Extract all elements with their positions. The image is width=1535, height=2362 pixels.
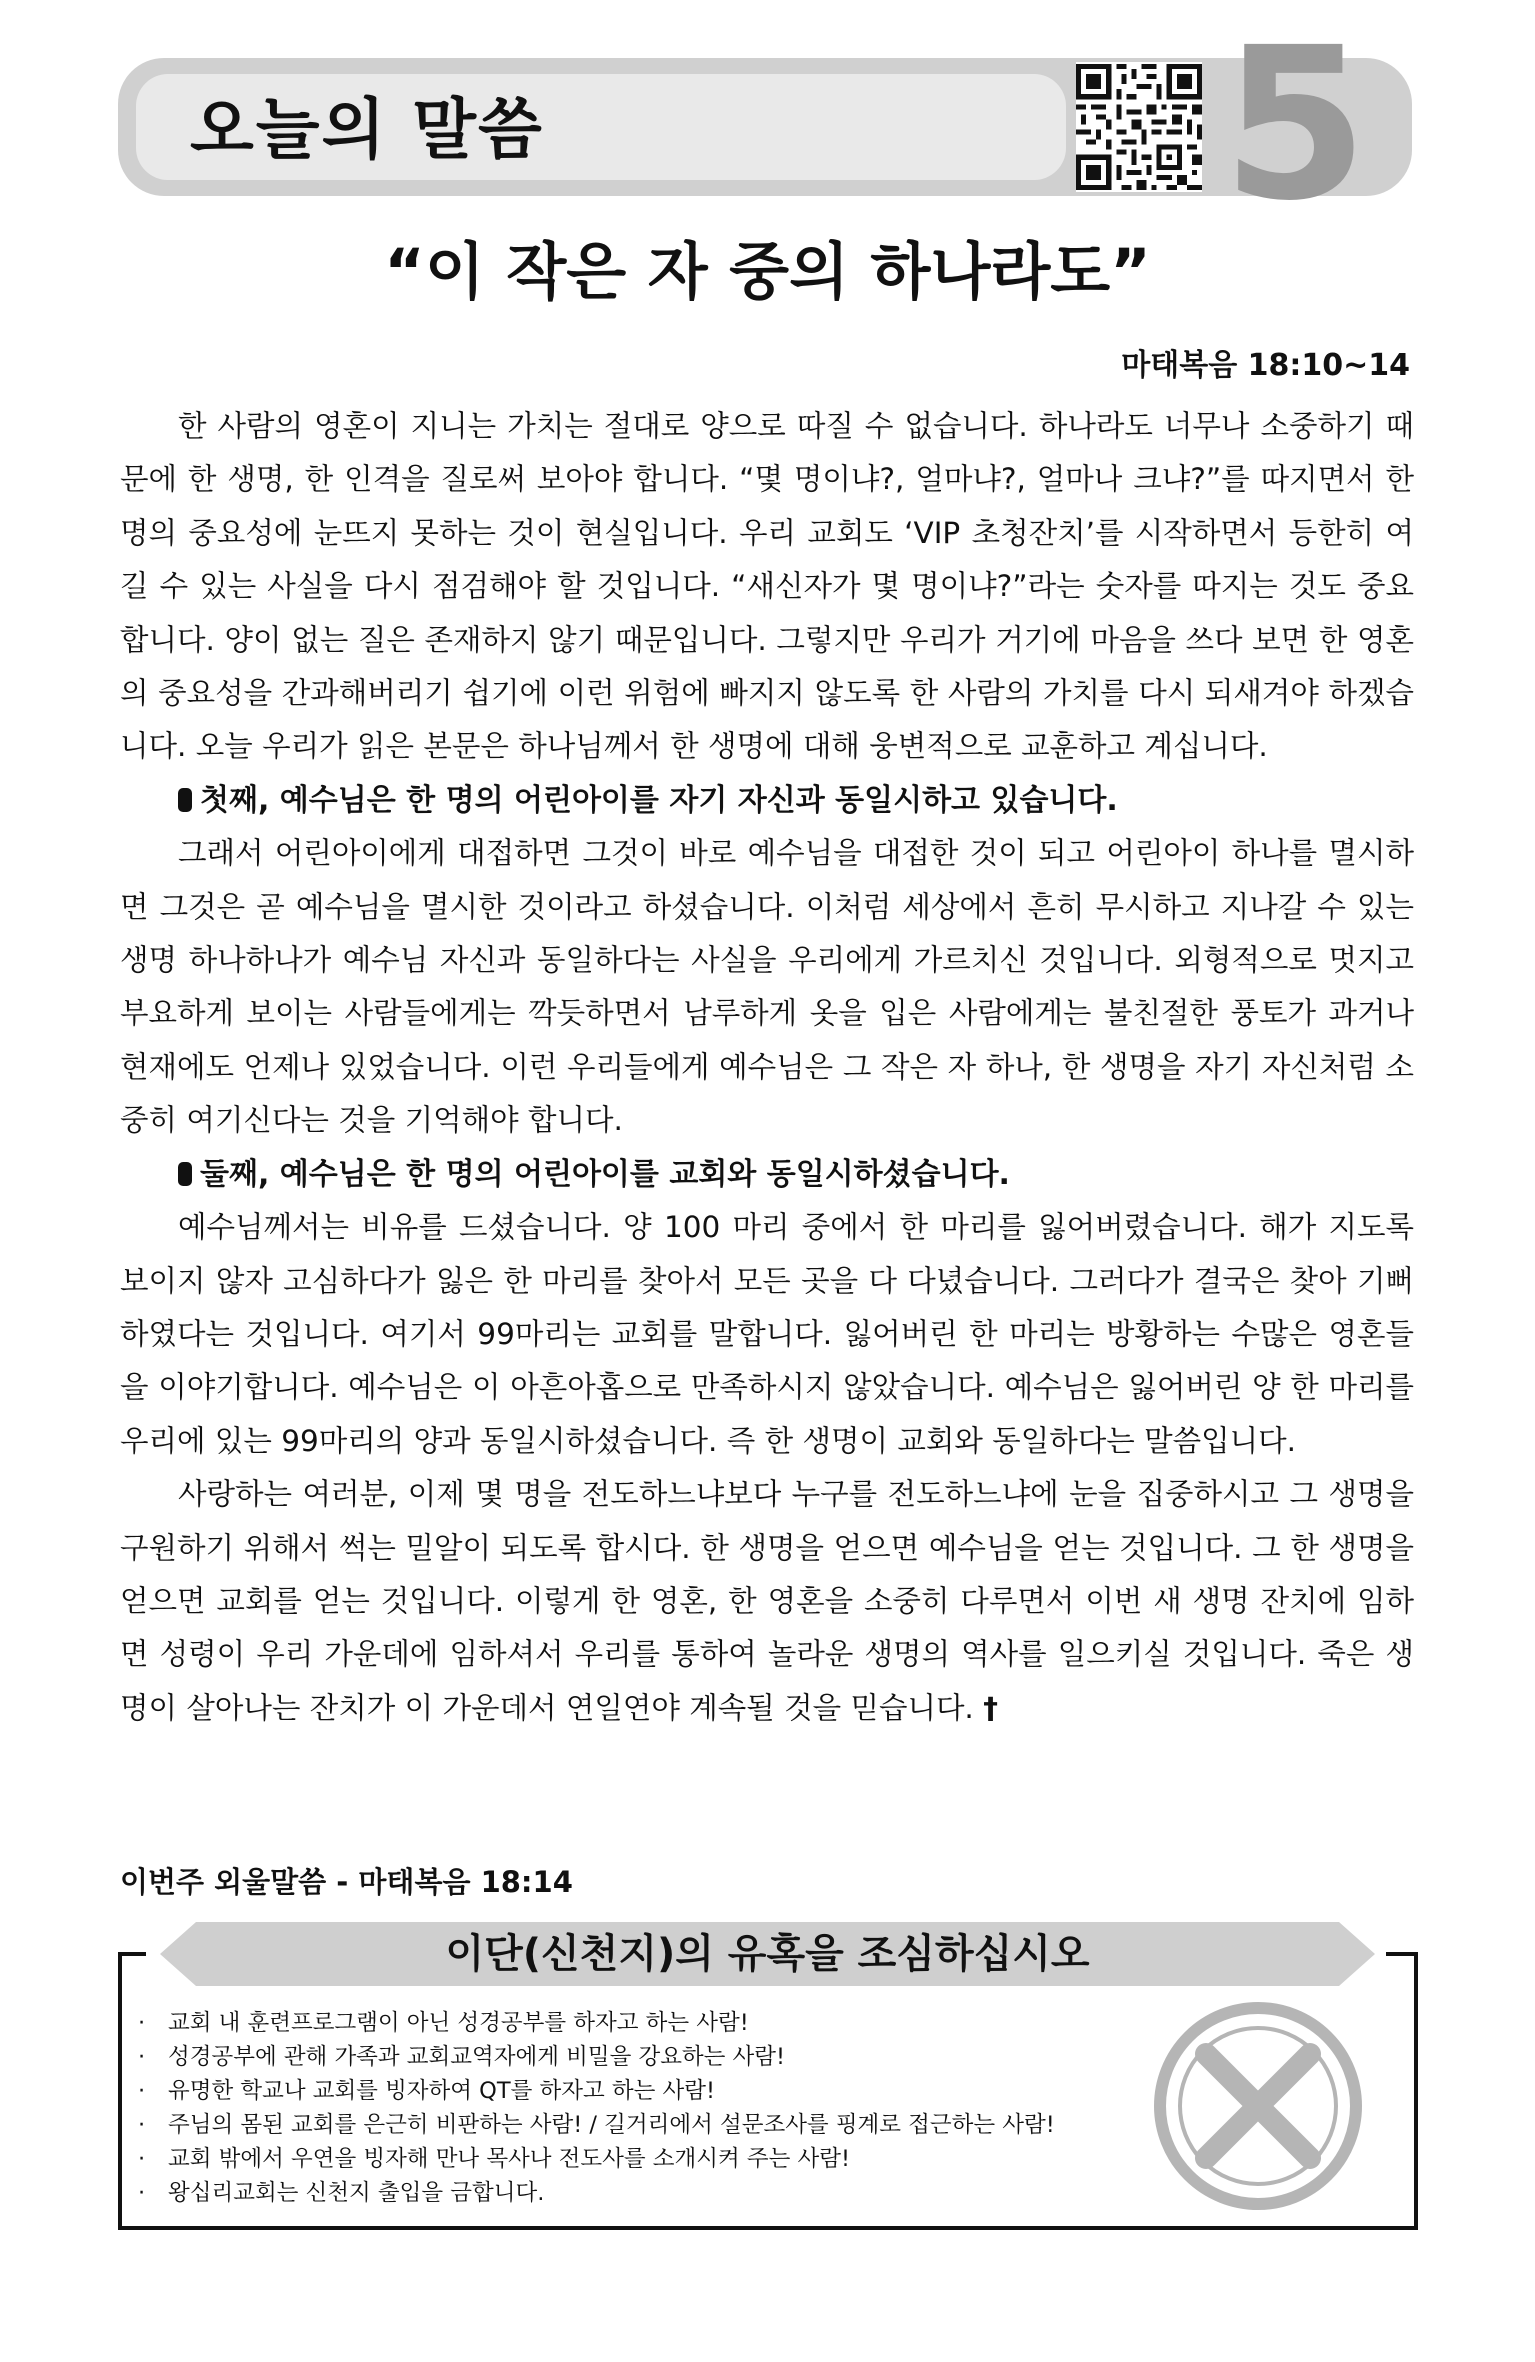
point-1-paragraph: 그래서 어린아이에게 대접하면 그것이 바로 예수님을 대접한 것이 되고 어린아이 하나를 멸시하면 그것은 곧 예수님을 멸시한 것이라고 하셨습니다. 이처럼 세상에서 흔히 무시하고 지나갈 수 있는 생명 하나하나가 예수님 자신과 동일하다는 사실을 우리에게 가르치신 것입니다. 외형적으로 멋지고 부요하게 보이는 사람들에게는 깍듯하면서 남루하게 옷을 입은 사람에게는 불친절한 풍토가 과거나 현재에도 언제나 있었습니다. 이런 우리들에게 예수님은 그 작은 자 하나, 한 생명을 자기 자신처럼 소중히 여기신다는 것을 기억해야 합니다.: [120, 836, 1414, 1138]
point-heading-2: [120, 1148, 1414, 1201]
list-item: · 유명한 학교나 교회를 빙자하여 QT를 하자고 하는 사람!: [138, 2078, 715, 2104]
intro-paragraph: 한 사람의 영혼이 지니는 가치는 절대로 양으로 따질 수 없습니다. 하나라도 너무나 소중하기 때문에 한 생명, 한 인격을 질로써 보아야 합니다. “몇 명이냐?, 얼마냐?, 얼마나 크냐?”를 따지면서 한 명의 중요성에 눈뜨지 못하는 것이 현실입니다. 우리 교회도 ‘VIP 초청잔치’를 시작하면서 등한히 여길 수 있는 사실을 다시 점검해야 할 것입니다. “새신자가 몇 명이냐?”라는 숫자를 따지는 것도 중요합니다. 양이 없는 질은 존재하지 않기 때문입니다. 그렇지만 우리가 거기에 마음을 쓰다 보면 한 영혼의 중요성을 간과해버리기 쉽기에 이런 위험에 빠지지 않도록 한 사람의 가치를 다시 되새겨야 하겠습니다. 오늘 우리가 읽은 본문은 하나님께서 한 생명에 대해 웅변적으로 교훈하고 계십니다.: [120, 409, 1414, 764]
warning-list: [138, 2006, 1138, 2210]
list-item: · 주님의 몸된 교회를 은근히 비판하는 사람! / 길거리에서 설문조사를 핑계로 접근하는 사람!: [138, 2112, 1055, 2138]
scripture-reference: 마태복음 18:10~14: [1121, 348, 1410, 383]
point-heading-1: [120, 774, 1414, 827]
point-2-paragraph: 예수님께서는 비유를 드셨습니다. 양 100 마리 중에서 한 마리를 잃어버렸습니다. 해가 지도록 보이지 않자 고심하다가 잃은 한 마리를 찾아서 모든 곳을 다 다녔습니다. 그러다가 결국은 찾아 기뻐하였다는 것입니다. 여기서 99마리는 교회를 말합니다. 잃어버린 한 마리는 방황하는 수많은 영혼들을 이야기합니다. 예수님은 이 아흔아홉으로 만족하시지 않았습니다. 예수님은 잃어버린 양 한 마리를 우리에 있는 99마리의 양과 동일시하셨습니다. 즉 한 생명이 교회와 동일하다는 말씀입니다.: [120, 1210, 1414, 1458]
bullet-marker-icon: [178, 788, 192, 812]
page-number: 5: [1222, 2, 1369, 247]
memory-verse: 이번주 외울말씀 - 마태복음 18:14: [120, 1865, 573, 1899]
list-item: · 성경공부에 관해 가족과 교회교역자에게 비밀을 강요하는 사람!: [138, 2044, 786, 2070]
warning-box-corner-left: [118, 1952, 146, 1956]
bullet-marker-icon: [178, 1162, 192, 1186]
sermon-title: “이 작은 자 중의 하나라도”: [384, 235, 1151, 308]
qr-code-icon[interactable]: [1076, 62, 1202, 192]
conclusion-text: 사랑하는 여러분, 이제 몇 명을 전도하느냐보다 누구를 전도하느냐에 눈을 집중하시고 그 생명을 구원하기 위해서 썩는 밀알이 되도록 합시다. 한 생명을 얻으면 예수님을 얻는 것입니다. 그 한 생명을 얻으면 교회를 얻는 것입니다. 이렇게 한 영혼, 한 영혼을 소중히 다루면서 이번 새 생명 잔치에 임하면 성령이 우리 가운데에 임하셔서 우리를 통하여 놀라운 생명의 역사를 일으키실 것입니다. 죽은 생명이 살아나는 잔치가 이 가운데서 연일연야 계속될 것을 믿습니다.: [120, 1477, 1414, 1725]
list-item: · 교회 밖에서 우연을 빙자해 만나 목사나 전도사를 소개시켜 주는 사람!: [138, 2146, 850, 2172]
point-heading-2-text: 둘째, 예수님은 한 명의 어린아이를 교회와 동일시하셨습니다.: [200, 1156, 1010, 1192]
warning-box-corner-right: [1386, 1952, 1414, 1956]
page-title: 오늘의 말씀: [190, 91, 544, 168]
cross-icon: †: [983, 1690, 998, 1725]
warning-title: 이단(신천지)의 유혹을 조심하십시오: [445, 1931, 1090, 1977]
conclusion-paragraph: [120, 1468, 1414, 1735]
sermon-body: [120, 400, 1414, 1735]
list-item: · 왕십리교회는 신천지 출입을 금합니다.: [138, 2180, 545, 2206]
point-heading-1-text: 첫째, 예수님은 한 명의 어린아이를 자기 자신과 동일시하고 있습니다.: [200, 782, 1118, 818]
ban-x-icon: [1148, 1996, 1368, 2216]
list-item: · 교회 내 훈련프로그램이 아닌 성경공부를 하자고 하는 사람!: [138, 2010, 749, 2036]
